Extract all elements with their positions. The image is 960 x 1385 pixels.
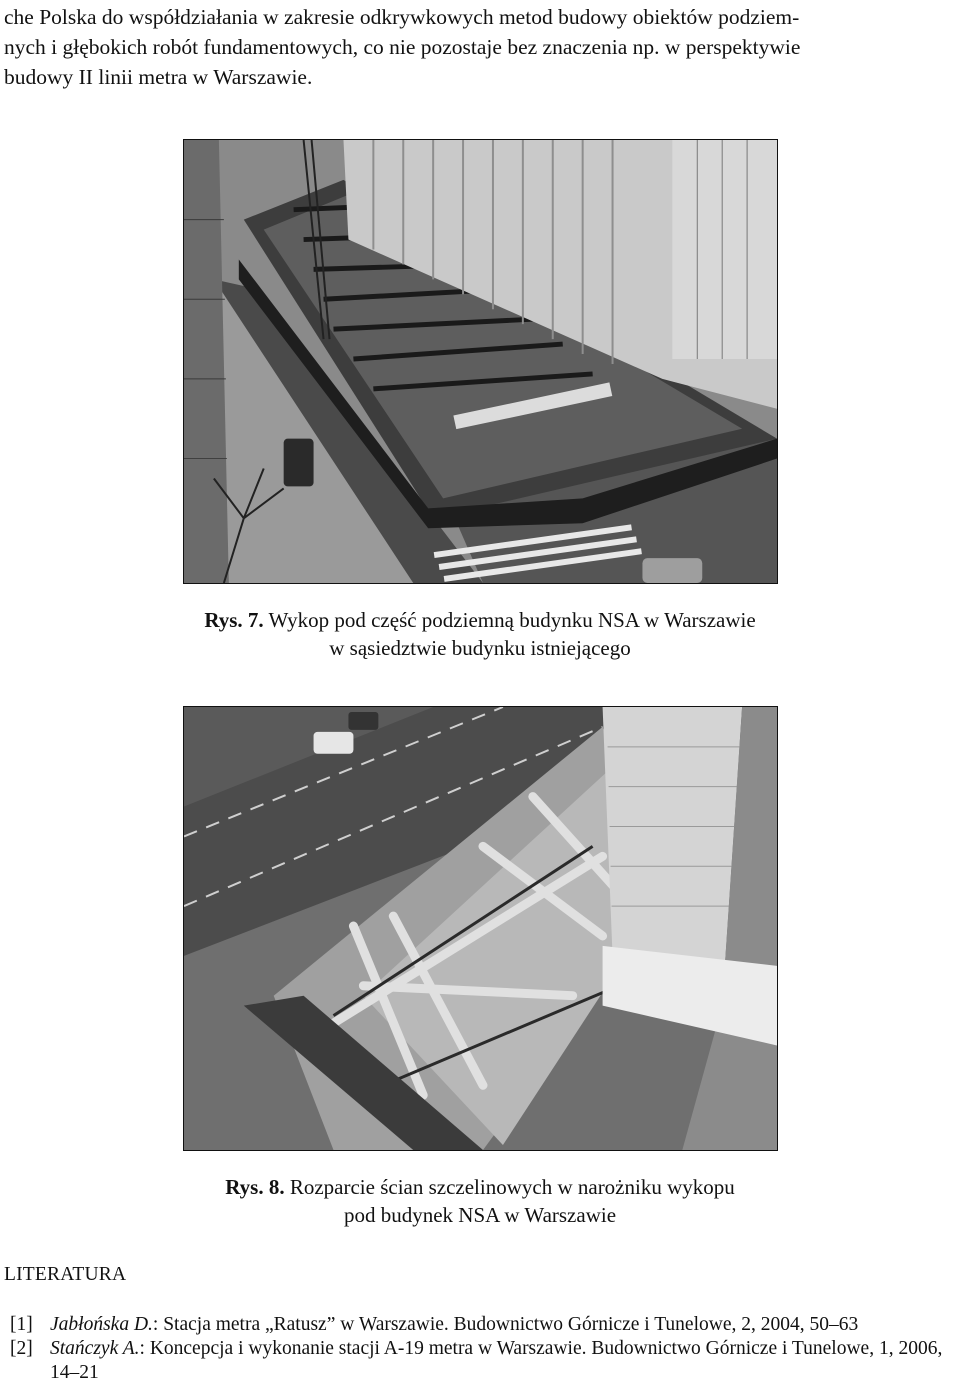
intro-line: che Polska do współdziałania w zakresie odkrywkowych metod budowy obiektów podziem-	[4, 5, 800, 29]
figure-7-photo	[183, 139, 778, 584]
figure-label: Rys. 8.	[225, 1175, 285, 1199]
reference-text: : Stacja metra „Ratusz” w Warszawie. Budownictwo Górnicze i Tunelowe, 2, 2004, 50–63	[152, 1314, 859, 1335]
reference-number: [1]	[10, 1314, 33, 1335]
figure-8-photo	[183, 706, 778, 1151]
reference-item	[10, 1313, 958, 1337]
caption-line-1	[150, 1173, 810, 1201]
caption-line-2: pod budynek NSA w Warszawie	[343, 1203, 617, 1227]
reference-list	[10, 1313, 958, 1385]
reference-text: : Koncepcja i wykonanie stacji A-19 metra w Warszawie. Budownictwo Górnicze i Tunelowe, 1, 2006, 14–21	[50, 1338, 943, 1383]
intro-line: budowy II linii metra w Warszawie.	[4, 65, 313, 89]
caption-text: Rozparcie ścian szczelinowych w narożniku wykopu	[289, 1175, 735, 1199]
reference-number: [2]	[10, 1338, 33, 1359]
literature-heading: LITERATURA	[4, 1264, 127, 1285]
figure-7-caption	[150, 606, 810, 662]
reference-author: Stańczyk A.	[50, 1338, 140, 1359]
figure-label: Rys. 7.	[204, 608, 264, 632]
reference-item	[10, 1337, 958, 1385]
figure-8-caption	[150, 1173, 810, 1229]
intro-paragraph	[4, 2, 956, 92]
caption-text: Wykop pod część podziemną budynku NSA w Warszawie	[268, 608, 756, 632]
caption-line-2: w sąsiedztwie budynku istniejącego	[329, 636, 631, 660]
intro-line: nych i głębokich robót fundamentowych, co nie pozostaje bez znaczenia np. w perspektywie	[4, 35, 801, 59]
caption-line-1	[150, 606, 810, 634]
reference-author: Jabłońska D.	[50, 1314, 153, 1335]
